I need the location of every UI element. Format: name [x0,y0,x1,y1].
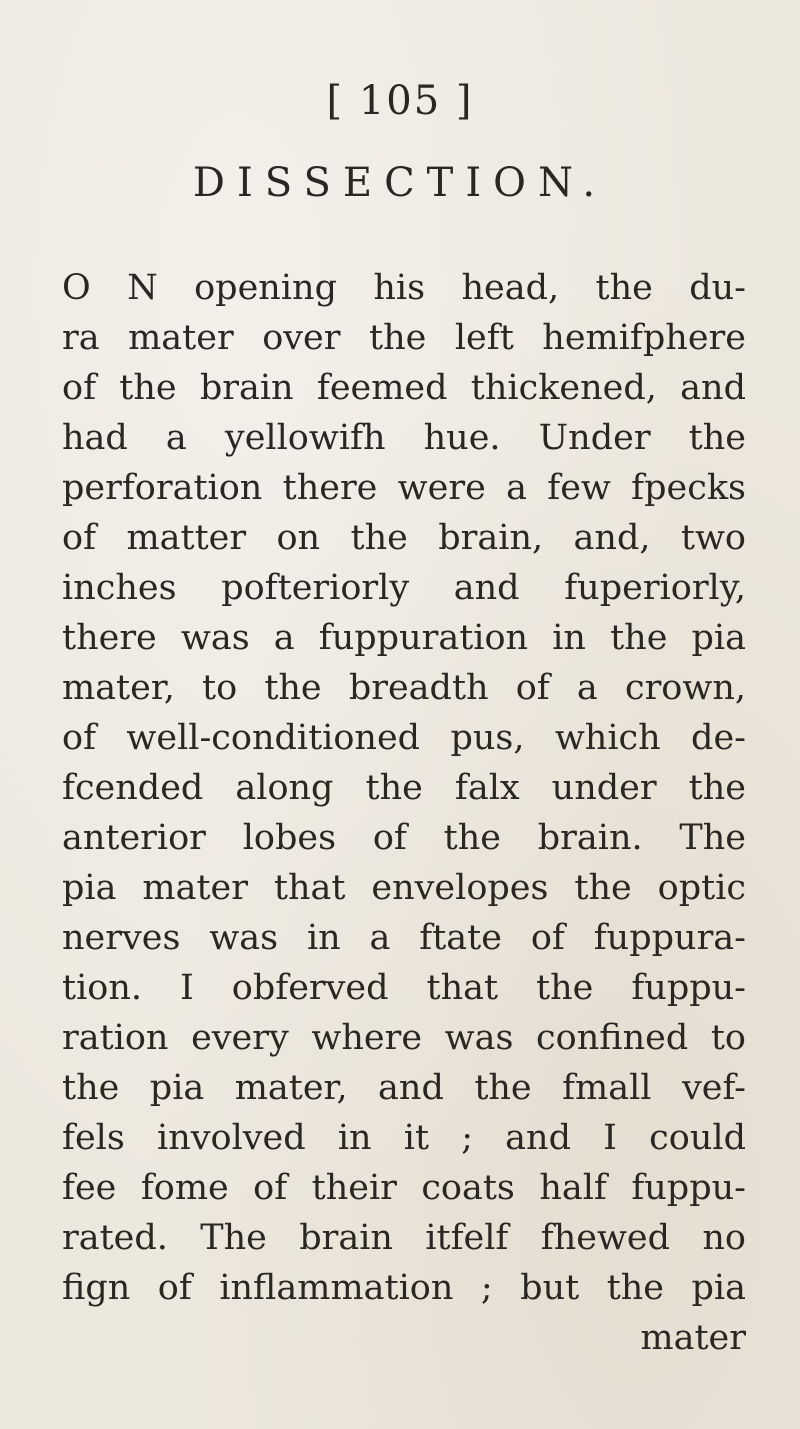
catchword: mater [640,1318,746,1358]
text-line: ra mater over the left hemifphere [62,318,746,358]
text-line: fels involved in it ; and I could [62,1118,746,1158]
text-line: fee fome of their coats half fuppu- [62,1168,746,1208]
text-line: perforation there were a few fpecks [62,468,746,508]
text-line: tion. I obferved that the fuppu- [62,968,746,1008]
text-line: there was a fuppuration in the pia [62,618,746,658]
page-number: [ 105 ] [326,78,474,124]
text-line: rated. The brain itfelf fhewed no [62,1218,746,1258]
text-line: O N opening his head, the du- [62,268,746,308]
text-line: had a yellowifh hue. Under the [62,418,746,458]
text-line: the pia mater, and the fmall vef- [62,1068,746,1108]
text-line: nerves was in a ftate of fuppura- [62,918,746,958]
text-line: of matter on the brain, and, two [62,518,746,558]
text-line: anterior lobes of the brain. The [62,818,746,858]
text-line: ration every where was confined to [62,1018,746,1058]
text-line: fign of inflammation ; but the pia [62,1268,746,1308]
section-heading: DISSECTION. [192,160,608,206]
text-line: inches pofteriorly and fuperiorly, [62,568,746,608]
text-line: of well-conditioned pus, which de- [62,718,746,758]
text-line: mater, to the breadth of a crown, [62,668,746,708]
text-line: pia mater that envelopes the optic [62,868,746,908]
text-line: fcended along the falx under the [62,768,746,808]
text-line: of the brain feemed thickened, and [62,368,746,408]
